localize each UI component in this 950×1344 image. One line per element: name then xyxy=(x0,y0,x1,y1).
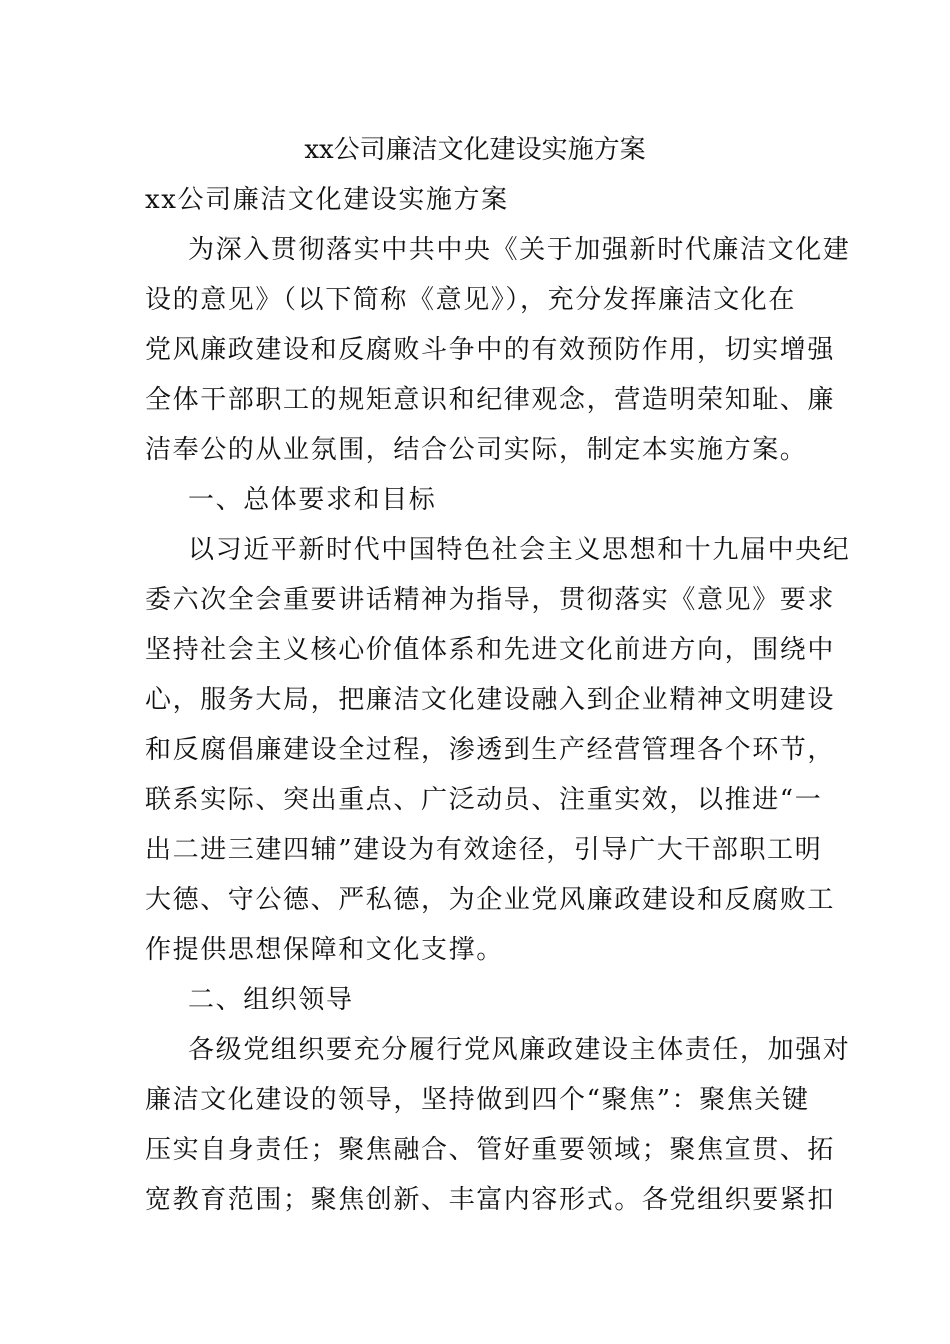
paragraph-line: 为深入贯彻落实中共中央《关于加强新时代廉洁文化建 xyxy=(188,235,851,265)
paragraph-line: 大德、守公德、严私德，为企业党风廉政建设和反腐败工 xyxy=(145,885,836,915)
paragraph-line: 出二进三建四辅”建设为有效途径，引导广大干部职工明 xyxy=(145,835,823,865)
paragraph-line: 党风廉政建设和反腐败斗争中的有效预防作用，切实增强 xyxy=(145,335,836,365)
paragraph-line: 廉洁文化建设的领导，坚持做到四个“聚焦”：聚焦关键 xyxy=(145,1085,810,1115)
paragraph-line: 委六次全会重要讲话精神为指导，贯彻落实《意见》要求 xyxy=(145,585,836,615)
paragraph-line: 宽教育范围；聚焦创新、丰富内容形式。各党组织要紧扣 xyxy=(145,1185,836,1215)
document-title: xx公司廉洁文化建设实施方案 xyxy=(304,135,646,165)
paragraph-line: 以习近平新时代中国特色社会主义思想和十九届中央纪 xyxy=(188,535,851,565)
paragraph-line: 压实自身责任；聚焦融合、管好重要领域；聚焦宣贯、拓 xyxy=(145,1135,836,1165)
paragraph-line: 全体干部职工的规矩意识和纪律观念，营造明荣知耻、廉 xyxy=(145,385,836,415)
section-heading: 一、总体要求和目标 xyxy=(188,485,437,515)
section-heading: 二、组织领导 xyxy=(188,985,354,1015)
paragraph-line: 心，服务大局，把廉洁文化建设融入到企业精神文明建设 xyxy=(145,685,836,715)
paragraph-line: 和反腐倡廉建设全过程，渗透到生产经营管理各个环节， xyxy=(145,735,836,765)
paragraph-line: 坚持社会主义核心价值体系和先进文化前进方向，围绕中 xyxy=(145,635,836,665)
paragraph-line: 设的意见》（以下简称《意见》），充分发挥廉洁文化在 xyxy=(145,285,797,315)
paragraph-line: 作提供思想保障和文化支撑。 xyxy=(145,935,504,965)
document-subtitle: xx公司廉洁文化建设实施方案 xyxy=(145,185,509,215)
paragraph-line: 洁奉公的从业氛围，结合公司实际，制定本实施方案。 xyxy=(145,435,808,465)
paragraph-line: 各级党组织要充分履行党风廉政建设主体责任，加强对 xyxy=(188,1035,851,1065)
paragraph-line: 联系实际、突出重点、广泛动员、注重实效，以推进“一 xyxy=(145,785,823,815)
